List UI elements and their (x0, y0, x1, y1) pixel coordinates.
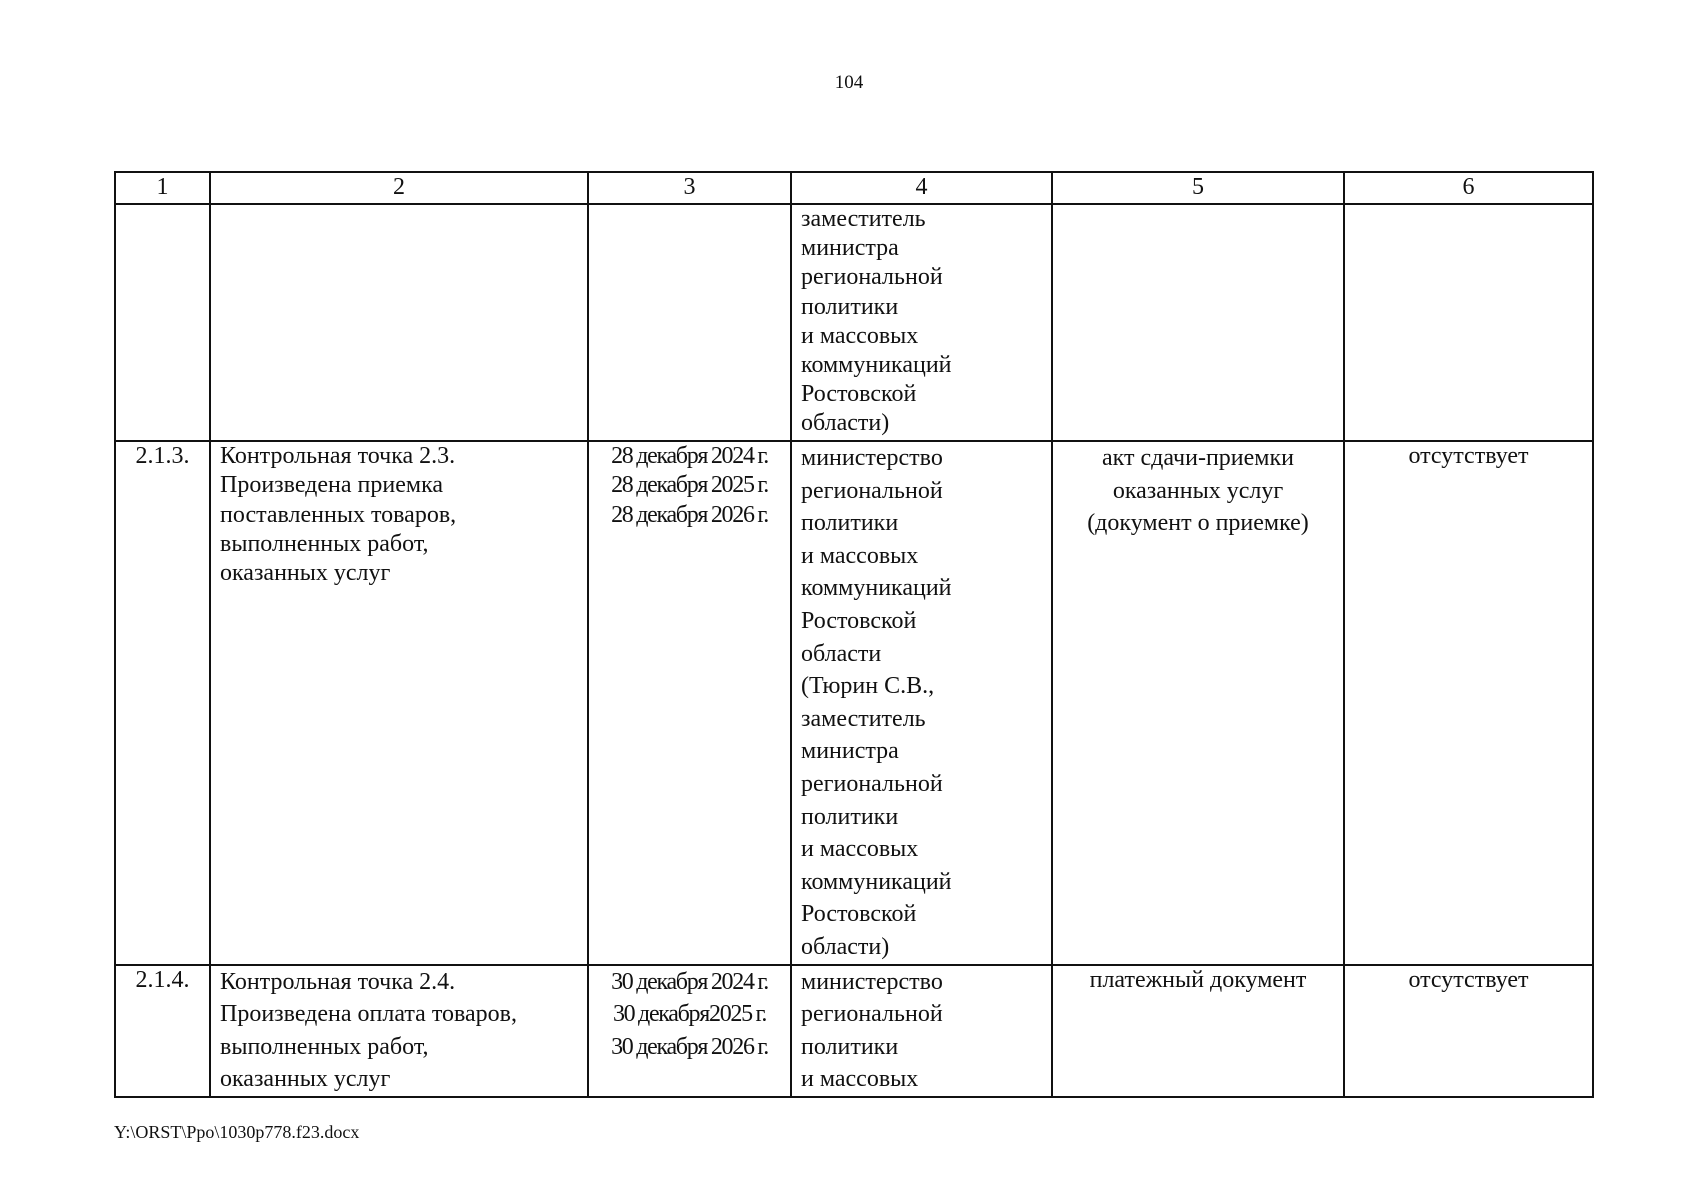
cell-num (115, 204, 210, 441)
cell-dates (588, 441, 791, 965)
date-line: 30 декабря2025 г. (612, 1001, 767, 1028)
document-line: оказанных услуг (1112, 477, 1284, 504)
responsible-line: коммуникаций (801, 868, 952, 895)
title-line: оказанных услуг (220, 560, 391, 587)
cell-title (210, 441, 588, 965)
column-header: 1 (115, 172, 210, 204)
responsible-line: и массовых (801, 322, 919, 349)
responsible-line: Ростовской (801, 381, 917, 408)
responsible-line: региональной (801, 477, 943, 504)
title-line: выполненных работ, (220, 530, 429, 557)
title-line: Контрольная точка 2.4. (220, 968, 456, 995)
date-line: 28 декабря 2025 г. (611, 472, 768, 499)
responsible-line: региональной (801, 264, 943, 291)
responsible-line: министра (801, 738, 899, 765)
table-row (115, 441, 1593, 965)
cell-title (210, 204, 588, 441)
table-header-row (115, 172, 1593, 204)
responsible-line: и массовых (801, 1066, 919, 1093)
cell-dates (588, 204, 791, 441)
column-header: 3 (588, 172, 791, 204)
column-header: 6 (1344, 172, 1593, 204)
file-path-footer: Y:\ORST\Ppo\1030p778.f23.docx (114, 1122, 360, 1142)
date-line: 30 декабря 2026 г. (611, 1033, 768, 1060)
responsible-line: (Тюрин С.В., (801, 673, 935, 700)
title-line: Произведена оплата товаров, (220, 1001, 517, 1028)
responsible-line: заместитель (801, 705, 926, 732)
cell-num: 2.1.4. (115, 965, 210, 1097)
title-line: выполненных работ, (220, 1033, 429, 1060)
responsible-line: коммуникаций (801, 575, 952, 602)
responsible-line: области) (801, 410, 890, 437)
cell-title (210, 965, 588, 1097)
responsible-line: и массовых (801, 542, 919, 569)
responsible-line: заместитель (801, 206, 926, 232)
responsible-line: региональной (801, 770, 943, 797)
responsible-line: региональной (801, 1001, 943, 1028)
responsible-line: министра (801, 235, 899, 262)
cell-responsible (791, 441, 1052, 965)
responsible-line: политики (801, 1033, 899, 1060)
responsible-line: политики (801, 293, 899, 320)
responsible-line: министерство (801, 968, 943, 995)
cell-num: 2.1.3. (115, 441, 210, 965)
document-line: акт сдачи-приемки (1102, 445, 1294, 471)
column-header: 4 (791, 172, 1052, 204)
cell-dates (588, 965, 791, 1097)
document-line: (документ о приемке) (1087, 510, 1309, 537)
page-number: 104 (834, 72, 864, 93)
title-line: Контрольная точка 2.3. (220, 443, 456, 469)
title-line: оказанных услуг (220, 1066, 391, 1093)
cell-responsible (791, 204, 1052, 441)
column-header: 5 (1052, 172, 1344, 204)
responsible-line: министерство (801, 445, 943, 471)
document-line: платежный документ (1089, 966, 1307, 993)
table-row-continuation (115, 204, 1593, 441)
responsible-line: области) (801, 933, 890, 960)
column-header: 2 (210, 172, 588, 204)
document-table (114, 171, 1594, 1098)
cell-document (1052, 441, 1344, 965)
responsible-line: и массовых (801, 836, 919, 863)
cell-document (1052, 204, 1344, 441)
responsible-line: Ростовской (801, 901, 917, 928)
responsible-line: политики (801, 510, 899, 537)
table-row (115, 965, 1593, 1097)
responsible-line: Ростовской (801, 607, 917, 634)
cell-document (1052, 965, 1344, 1097)
date-line: 30 декабря 2024 г. (611, 968, 768, 995)
responsible-line: политики (801, 803, 899, 830)
title-line: поставленных товаров, (220, 501, 457, 528)
cell-responsible (791, 965, 1052, 1097)
cell-info-system: отсутствует (1344, 965, 1593, 1097)
responsible-line: коммуникаций (801, 352, 952, 379)
date-line: 28 декабря 2026 г. (611, 501, 768, 528)
title-line: Произведена приемка (220, 472, 444, 499)
cell-info-system: отсутствует (1344, 441, 1593, 965)
cell-info-system (1344, 204, 1593, 441)
date-line: 28 декабря 2024 г. (611, 443, 768, 469)
responsible-line: области (801, 640, 882, 667)
